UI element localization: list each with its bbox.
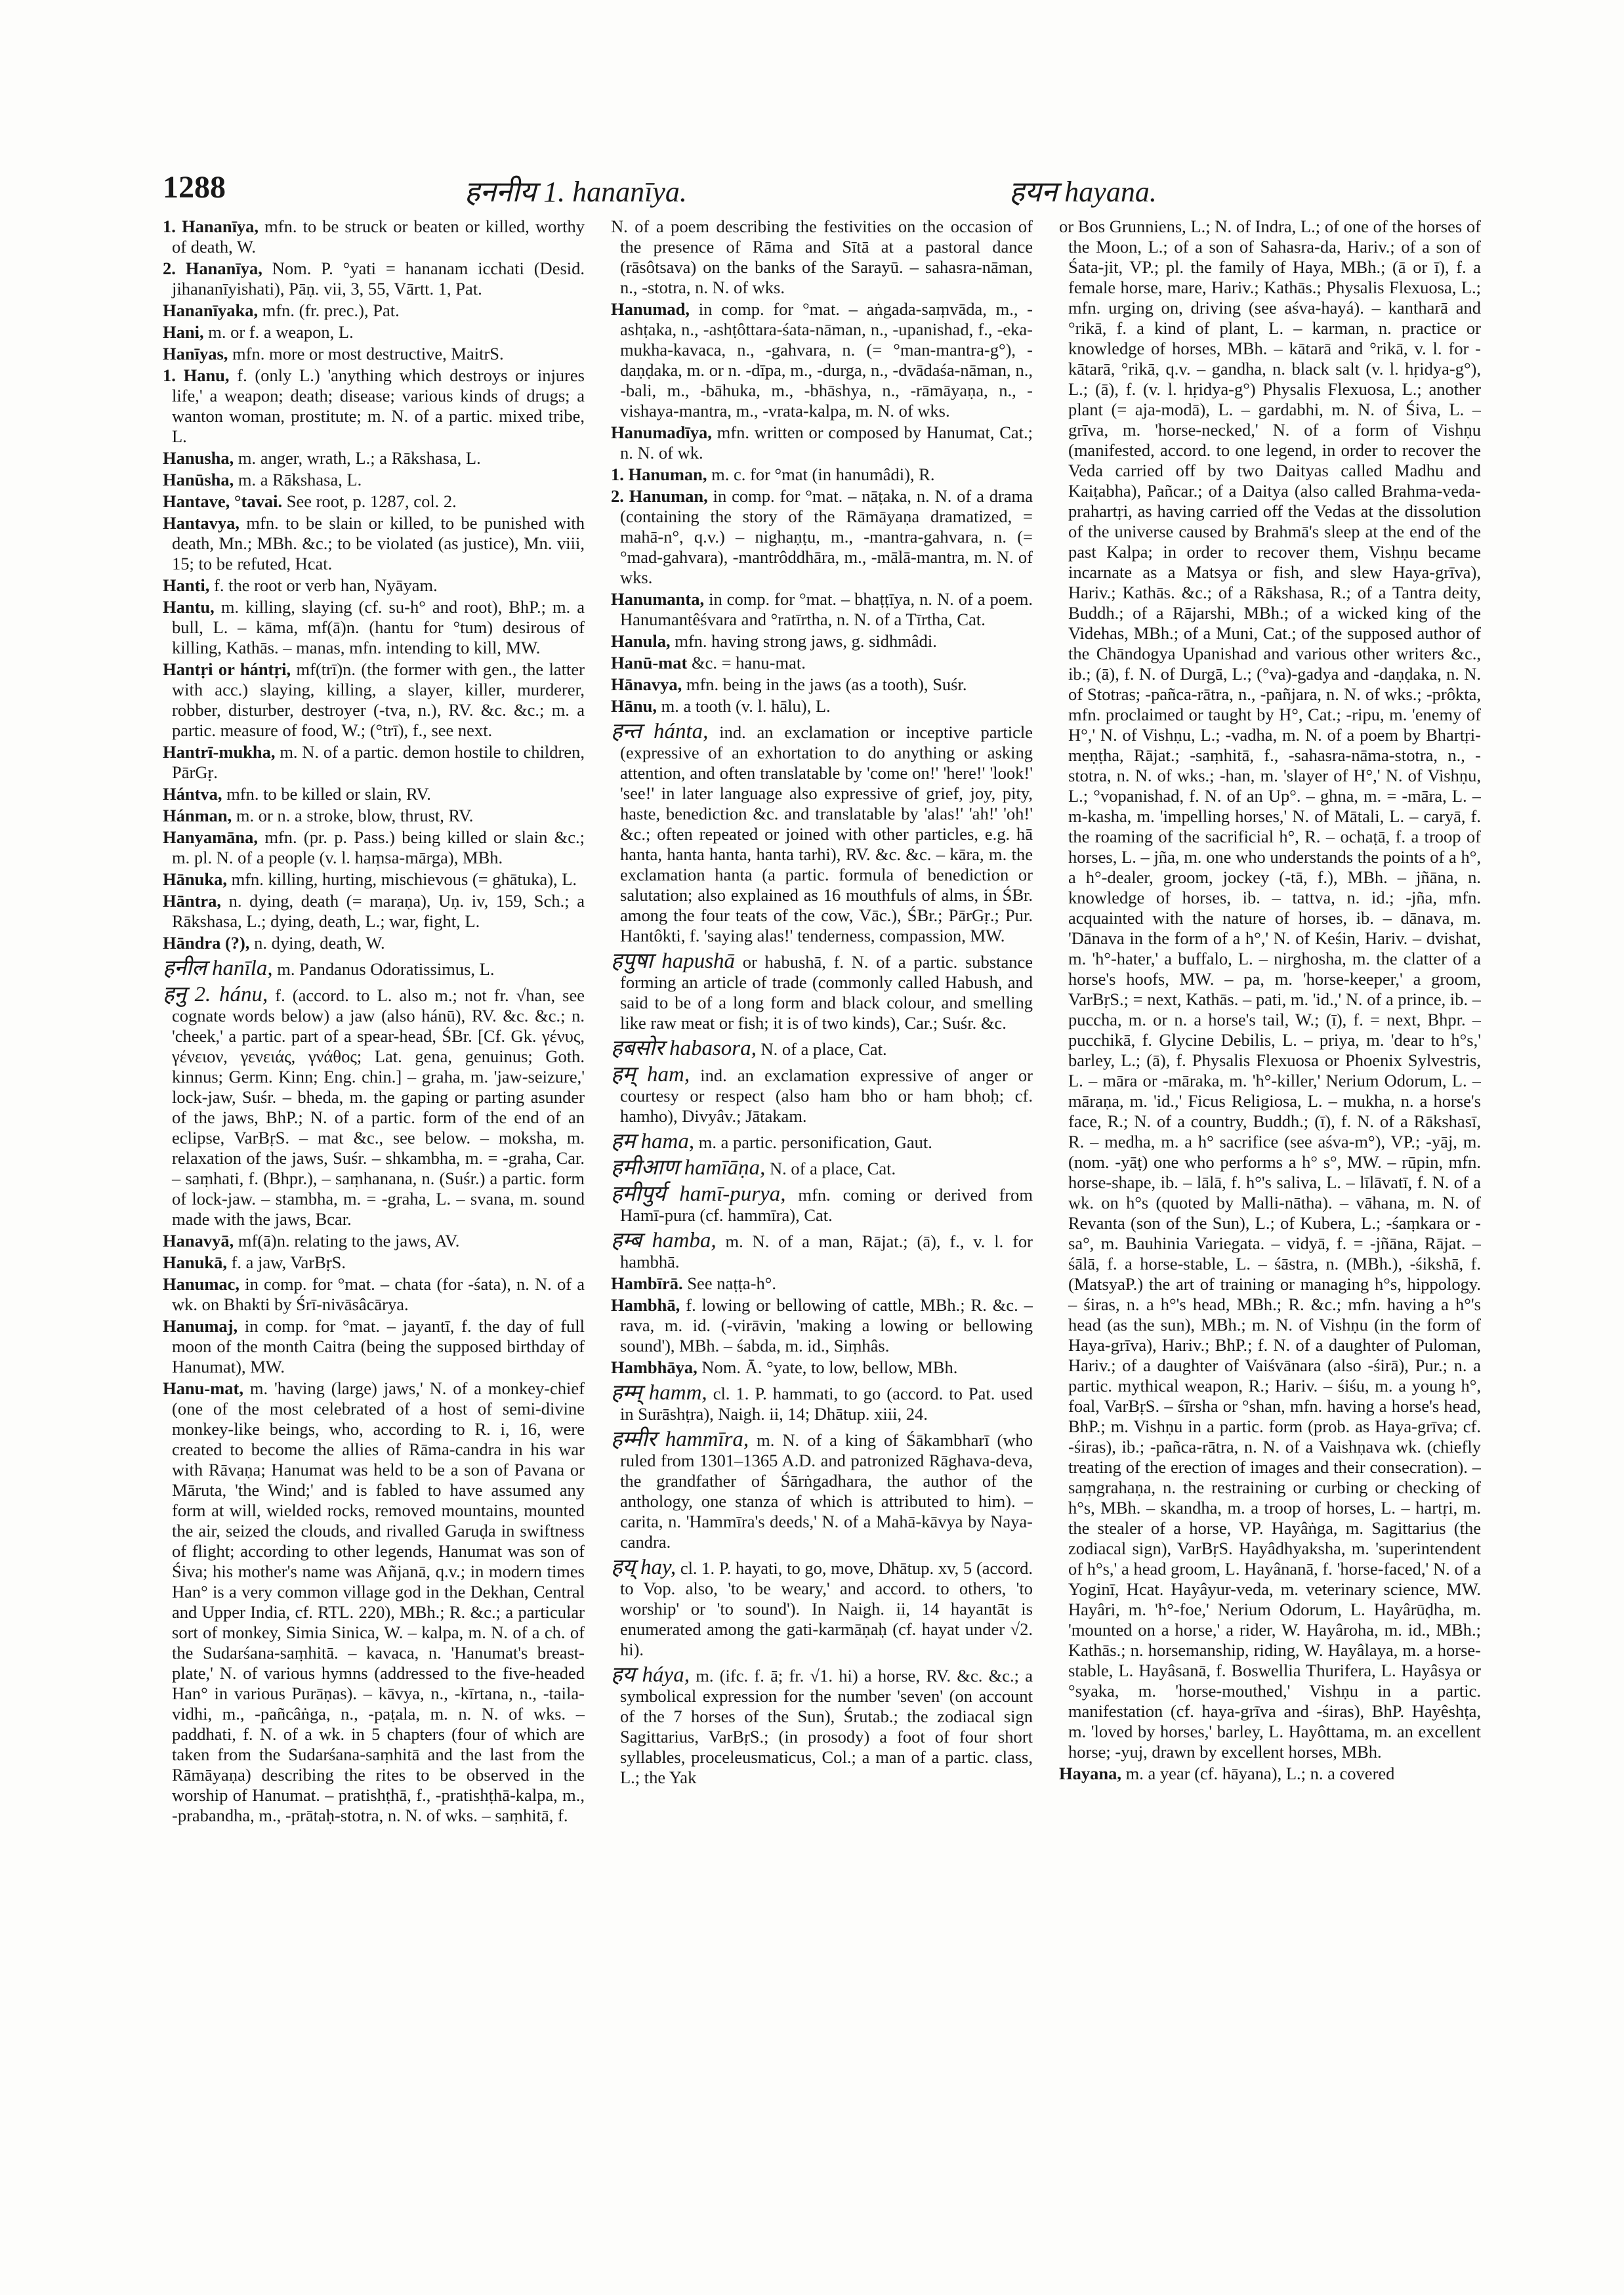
dictionary-entry: [611, 465, 1033, 485]
dictionary-entry: [163, 217, 585, 257]
entry-headword: Hanumac,: [163, 1274, 240, 1294]
entry-definition: mfn. written or composed by Hanumat, Cat.; n. N. of wk.: [620, 423, 1033, 463]
entry-headword: Hāntra,: [163, 891, 222, 911]
entry-definition: mfn. (pr. p. Pass.) being killed or slain &c.; m. pl. N. of a people (v. l. haṃsa-mārga), MBh.: [172, 827, 585, 867]
entry-definition: N. of a place, Cat.: [770, 1159, 896, 1178]
entry-headword: Hāndra (?),: [163, 933, 250, 953]
entry-definition: m. a year (cf. hāyana), L.; n. a covered: [1125, 1764, 1395, 1783]
entry-headword: Hantave, °tavai.: [163, 491, 283, 511]
entry-definition: Nom. P. °yati = hananam icchati (Desid. jihananīyishati), Pāṇ. vii, 3, 55, Vārtt. 1, Pat.: [172, 258, 585, 299]
dictionary-entry: [611, 696, 1033, 716]
entry-definition: or habushā, f. N. of a partic. substance forming an article of trade (commonly called Habush, and said to be of a long form and black colour, and smelling like raw meat or fish; it is of two kinds), Car.; Suśr. &c.: [620, 952, 1033, 1033]
entry-definition: f. a jaw, VarBṛS.: [231, 1252, 346, 1272]
entry-headword: Hanīyas,: [163, 344, 228, 363]
entry-definition: in comp. for °mat. – jayantī, f. the day of full moon of the month Caitra (being the supposed birthday of Hanumat), MW.: [172, 1316, 585, 1376]
dictionary-entry: [163, 933, 585, 953]
dictionary-entry: [1059, 217, 1481, 1762]
dictionary-entry: [611, 653, 1033, 673]
entry-headword: हमीआण hamīāṇa,: [611, 1156, 766, 1180]
dictionary-entry: [163, 1274, 585, 1315]
entry-definition: f. lowing or bellowing of cattle, MBh.; R. &c. – rava, m. id. (-virāvin, 'making a lowing or bellowing sound'), MBh. – śabda, m. id., Siṃhâs.: [620, 1295, 1033, 1355]
entry-definition: m. c. for °mat (in hanumâdi), R.: [711, 465, 935, 484]
dictionary-entry: [611, 1273, 1033, 1294]
entry-definition: cl. 1. P. hayati, to go, move, Dhātup. xv, 5 (accord. to Vop. also, 'to be weary,' and accord. to others, 'to worship' or 'to sound'). In Naigh. ii, 14 hayantāt is enumerated among the gati-karmāṇaḥ (cf. hayat under √2. hi).: [620, 1558, 1033, 1659]
entry-headword: हनील hanīla,: [163, 957, 273, 980]
entry-headword: Hani,: [163, 322, 204, 342]
dictionary-entry: [163, 806, 585, 826]
entry-headword: Hánman,: [163, 806, 232, 825]
dictionary-entry: [611, 1065, 1033, 1127]
dictionary-entry: [611, 1430, 1033, 1552]
entry-headword: हम hama,: [611, 1130, 695, 1153]
dictionary-entry: [163, 322, 585, 342]
entry-definition: m. a partic. personification, Gaut.: [698, 1132, 932, 1152]
entry-definition: mfn. more or most destructive, MaitrS.: [232, 344, 504, 363]
dictionary-entry: [611, 674, 1033, 695]
entry-headword: Hántva,: [163, 784, 222, 804]
dictionary-entry: [611, 631, 1033, 651]
entry-definition: n. dying, death, W.: [254, 933, 385, 953]
dictionary-entry: [611, 299, 1033, 421]
entry-headword: Hanu-mat,: [163, 1378, 243, 1398]
entry-headword: Hambhāya,: [611, 1357, 697, 1377]
entry-headword: Hantrī-mukha,: [163, 742, 276, 762]
dictionary-entry: [163, 258, 585, 299]
entry-headword: 2. Hanuman,: [611, 486, 708, 506]
dictionary-entry: [163, 742, 585, 783]
entry-headword: Hanumadīya,: [611, 423, 712, 442]
entry-definition: f. (only L.) 'anything which destroys or injures life,' a weapon; death; disease; various kinds of drugs; a wanton woman, prostitute; m. N. of a partic. mixed tribe, L.: [172, 365, 585, 446]
entry-headword: हन्त hánta,: [611, 720, 709, 743]
dictionary-entry: [163, 891, 585, 932]
running-headword-right: हयन hayana.: [1009, 176, 1157, 208]
entry-headword: Hanavyā,: [163, 1231, 234, 1251]
entry-definition: m. Pandanus Odoratissimus, L.: [277, 959, 495, 979]
dictionary-entry: [611, 1158, 1033, 1179]
dictionary-entry: [163, 827, 585, 868]
dictionary-entry: [163, 513, 585, 574]
entry-definition: in comp. for °mat. – bhaṭṭīya, n. N. of a poem. Hanumantêśvara and °ratīrtha, n. N. of a Tīrtha, Cat.: [620, 589, 1033, 629]
entry-definition: m. a Rākshasa, L.: [238, 470, 362, 489]
dictionary-entry: [611, 951, 1033, 1033]
entry-headword: हबसोर habasora,: [611, 1037, 757, 1060]
entry-definition: mfn. to be killed or slain, RV.: [226, 784, 431, 804]
dictionary-entry: [1059, 1764, 1481, 1784]
entry-headword: Hanumad,: [611, 299, 690, 319]
text-columns: [163, 217, 1482, 2231]
entry-definition: m. killing, slaying (cf. su-h° and root), BhP.; m. a bull, L. – kāma, mf(ā)n. (hantu for °tum) desirous of killing, Kathās. – manas, mfn. intending to kill, MW.: [172, 597, 585, 657]
dictionary-entry: [611, 722, 1033, 946]
entry-headword: Hanukā,: [163, 1252, 227, 1272]
dictionary-entry: [611, 1184, 1033, 1226]
column-2: [611, 217, 1033, 2231]
entry-headword: 1. Hanuman,: [611, 465, 707, 484]
entry-headword: हम्म् hamm,: [611, 1381, 707, 1405]
entry-definition: n. dying, death (= maraṇa), Uṇ. iv, 159, Sch.; a Rākshasa, L.; dying, death, L.; war, fight, L.: [172, 891, 585, 931]
dictionary-entry: [163, 869, 585, 890]
entry-definition: m. (ifc. f. ā; fr. √1. hi) a horse, RV. &c. &c.; a symbolical expression for the number 'seven' (on account of the 7 horses of the Sun), Śrutab.; the zodiacal sign Sagittarius, VarBṛS.; (in prosody) a foot of four short syllables, proceleusmaticus, Col.; a man of a partic. class, L.; the Yak: [620, 1666, 1033, 1787]
dictionary-entry: [163, 1252, 585, 1273]
entry-headword: 1. Hananīya,: [163, 217, 259, 236]
entry-definition: mf(trī)n. (the former with gen., the latter with acc.) slaying, killing, a slayer, killer, murderer, robber, disturber, destroyer (-tva, n.), RV. &c. &c.; m. a partic. measure of food, W.; (°trī), f., see next.: [172, 659, 585, 740]
running-headword-left: हननीय 1. hananīya.: [465, 176, 687, 208]
page-number: 1288: [163, 170, 226, 205]
dictionary-entry: [163, 300, 585, 321]
entry-headword: हय háya,: [611, 1663, 690, 1687]
dictionary-entry: [611, 1665, 1033, 1788]
dictionary-entry: [163, 784, 585, 804]
dictionary-entry: [611, 1039, 1033, 1060]
entry-headword: 2. Hananīya,: [163, 258, 262, 278]
dictionary-entry: [163, 959, 585, 980]
dictionary-entry: [163, 1316, 585, 1377]
column-1: [163, 217, 585, 2231]
entry-definition: ind. an exclamation expressive of anger or courtesy or respect (also ham bho or ham bhoḥ; cf. hamho), Divyâv.; Jātakam.: [620, 1065, 1033, 1126]
entry-definition: mfn. to be struck or beaten or killed, worthy of death, W.: [172, 217, 585, 257]
entry-headword: Hanula,: [611, 631, 671, 651]
entry-definition: See naṭṭa-h°.: [687, 1273, 776, 1293]
entry-definition: in comp. for °mat. – aṅgada-saṃvāda, m., -ashṭaka, n., -ashṭôttara-śata-nāman, n., -upanishad, f., -eka-mukha-kavaca, n., -gahvara, n. (= °man-mantra-g°), -daṇḍaka, m. or n. -dīpa, m., -durga, n., -dvādaśa-nāman, n., -bali, m., -bāhuka, m., -bhāshya, n., -rāmāyaṇa, n., -vishaya-mantra, m., -vrata-kalpa, m. N. of wks.: [620, 299, 1033, 421]
entry-definition: N. of a place, Cat.: [760, 1039, 887, 1059]
entry-headword: हय् hay,: [611, 1556, 677, 1579]
entry-headword: Hānuka,: [163, 869, 227, 889]
entry-headword: Hanyamāna,: [163, 827, 259, 847]
entry-headword: 1. Hanu,: [163, 365, 230, 385]
entry-definition: mfn. killing, hurting, mischievous (= ghātuka), L.: [231, 869, 577, 889]
dictionary-entry: [611, 1231, 1033, 1272]
dictionary-entry: [611, 589, 1033, 630]
entry-headword: Hanusha,: [163, 448, 234, 468]
dictionary-entry: [163, 597, 585, 658]
entry-definition: ind. an exclamation or inceptive particle (expressive of an exhortation to do anything or asking attention, and often translatable by 'come on!' 'here!' 'look!' 'see!' in later language also expressive of grief, joy, pity, haste, benediction &c. and translatable by 'alas!' 'ah!' 'oh!' &c.; often repeated or joined with other particles, e.g. hā hanta, hanta hanta, hanta tarhi), RV. &c. &c. – kāra, m. the exclamation hanta (a partic. formula of benediction or salutation; also explained as 16 mouthfuls of alms, in ŚBr. among the four teats of the cow, Vāc.), ŚBr.; PārGṛ.; Pur. Hantôkti, f. 'saying alas!' tenderness, compassion, MW.: [620, 722, 1033, 945]
entry-headword: Hantu,: [163, 597, 215, 617]
dictionary-entry: [163, 1378, 585, 1826]
entry-definition: mfn. having strong jaws, g. sidhmâdi.: [675, 631, 937, 651]
entry-headword: हम्मीर hammīra,: [611, 1428, 749, 1451]
dictionary-entry: [163, 575, 585, 596]
entry-definition: mfn. being in the jaws (as a tooth), Suśr.: [686, 674, 967, 694]
entry-headword: हपुषा hapushā: [611, 949, 736, 973]
entry-definition: mfn. coming or derived from Hamī-pura (cf. hammīra), Cat.: [620, 1185, 1033, 1225]
entry-headword: Hananīyaka,: [163, 300, 259, 320]
dictionary-entry: [163, 1231, 585, 1251]
entry-definition: Nom. Ā. °yate, to low, bellow, MBh.: [701, 1357, 958, 1377]
entry-definition: See root, p. 1287, col. 2.: [286, 491, 457, 511]
entry-definition: m. 'having (large) jaws,' N. of a monkey-chief (one of the most celebrated of a host of semi-divine monkey-like beings, who, according to R. i, 16, were created to become the allies of Rāma-candra in his war with Rāvaṇa; Hanumat was held to be a son of Pavana or Māruta, 'the Wind;' and is fabled to have assumed any form at will, wielded rocks, removed mountains, mounted the air, seized the clouds, and rivalled Garuḍa in swiftness of flight; according to other legends, Hanumat was son of Śiva; his mother's name was Añjanā, q.v.; in modern times Han° is a very common village god in the Dekhan, Central and Upper India, cf. RTL. 220), MBh.; R. &c.; a particular sort of monkey, Simia Sinica, W. – kalpa, m. N. of a ch. of the Sudarśana-saṃhitā. – kavaca, n. 'Hanumat's breast-plate,' N. of various hymns (addressed to the five-headed Han° in various Purāṇas). – kāvya, n., -kīrtana, n., -taila-vidhi, m., -pañcâṅga, n., -paṭala, m. n. N. of wks. – paddhati, f. N. of a wk. in 5 chapters (four of which are taken from the Sudarśana-saṃhitā and the last from the Rāmāyaṇa) describing the rites to be observed in the worship of Hanumat. – pratishṭhā, f., -pratishṭhā-kalpa, m., -prabandha, m., -prātaḥ-stotra, n. N. of wks. – saṃhitā, f.: [172, 1378, 585, 1825]
entry-definition: cl. 1. P. hammati, to go (accord. to Pat. used in Surāshṭra), Naigh. ii, 14; Dhātup. xiii, 24.: [620, 1384, 1033, 1424]
entry-definition: m. a tooth (v. l. hālu), L.: [661, 696, 831, 716]
entry-headword: Hantavya,: [163, 513, 240, 533]
dictionary-entry: [611, 1357, 1033, 1378]
entry-headword: Hayana,: [1059, 1764, 1121, 1783]
entry-headword: Hānavya,: [611, 674, 682, 694]
dictionary-entry: [611, 423, 1033, 463]
entry-definition: m. or f. a weapon, L.: [208, 322, 354, 342]
entry-definition: mfn. (fr. prec.), Pat.: [262, 300, 400, 320]
entry-definition: m. anger, wrath, L.; a Rākshasa, L.: [238, 448, 481, 468]
dictionary-entry: [163, 659, 585, 741]
entry-definition: or Bos Grunniens, L.; N. of Indra, L.; of one of the horses of the Moon, L.; of a son of Sahasra-da, Hariv.; of a son of Śata-jit, VP.; pl. the family of Haya, MBh.; (ā or ī), f. a female horse, mare, Hariv.; Kathās.; Physalis Flexuosa, L.; mfn. urging on, driving (see aśva-hayá). – kantharā and °rikā, f. a kind of plant, L. – karman, n. practice or knowledge of horses, MBh. – kātarā and °rikā, v. l. for -kātarā, °rikā, q.v. – gandha, n. black salt (v. l. hṛidya-g°), L.; (ā), f. (v. l. hṛidya-g°) Physalis Flexuosa, L.; another plant (= aja-modā), L. – gardabhi, m. N. of Śiva, L. – grīva, m. 'horse-necked,' N. of a form of Vishṇu (manifested, accord. to one legend, in order to recover the Veda carried off by two Daityas called Madhu and Kaiṭabha), Pañcar.; of a Daitya (also called Brahma-veda-prahartṛi, as having carried off the Vedas at the dissolution of the universe caused by Brahmā's sleep at the end of the past Kalpa; in order to recover them, Vishṇu became incarnate as a Matsya or fish, and slew Haya-grīva), Hariv.; Kathās. &c.; of a Rākshasa, R.; of a Tantra deity, Buddh.; of a Rājarshi, MBh.; of a wicked king of the Videhas, MBh.; of a Muni, Cat.; of the supposed author of the Chāndogya Upanishad and various other writers &c., ib.; (ā), f. N. of Durgā, L.; (°va)-gadya and -daṇḍaka, n. N. of Stotras; -pañca-rātra, n., -pañjara, n. N. of wks.; -prôkta, mfn. proclaimed or taught by H°, Cat.; -ripu, m. 'enemy of H°,' N. of Vishṇu, L.; -vadha, m. N. of a poem by Bhartṛi-meṇṭha, Rājat.; -saṃhitā, f., -sahasra-nāma-stotra, n., -stotra, n. N. of wks.; -han, m. 'slayer of H°,' N. of Vishṇu, L.; °vopanishad, f. N. of an Up°. – ghna, m. = -māra, L. – m-kasha, m. 'impelling horses,' N. of Mātali, L. – caryā, f. the roaming of the sacrificial h°, R. – ochaṭā, f. a troop of horses, L. – jña, m. one who understands the points of a h°, a h°-dealer, groom, jockey (-tā, f.), MBh. – jñāna, n. knowledge of horses, ib. – tattva, n. id.; -jña, mfn. acquainted with the nature of horses, ib. – dānava, m. 'Dānava in the form of a h°,' N. of Keśin, Hariv. – dvishat, m. 'h°-hater,' a buffalo, L. – nirghosha, m. the clatter of a horse's hoofs, MW. – pa, m. 'horse-keeper,' a groom, VarBṛS.; = next, Kathās. – pati, m. 'id.,' N. of a prince, ib. – puccha, m. or n. a horse's tail, W.; (ī), f. = next, Bhpr. – pucchikā, f. Glycine Debilis, L. – priya, m. 'dear to h°s,' barley, L.; (ā), f. Physalis Flexuosa or Phoenix Sylvestris, L. – māra or -māraka, m. 'h°-killer,' Nerium Odorum, L. – māraṇa, m. 'id.,' Ficus Religiosa, L. – mukha, n. a horse's face, R.; N. of a country, Buddh.; (ī), f. N. of a Rākshasī, R. – medha, m. a h° sacrifice (see aśva-m°), VP.; -yāj, m. (nom. -yāṭ) one who performs a h° s°, MW. – rūpin, mfn. horse-shape, ib. – lālā, f. h°'s saliva, L. – līlāvatī, f. N. of a wk. on h°s (quoted by Malli-nātha). – vāhana, m. N. of Revanta (son of the Sun), L.; of Kubera, L.; -śaṃkara or -sa°, m. Bauhinia Variegata. – vidyā, f. = -jñāna, Rājat. – śālā, f. a horse-stable, L. – śāstra, n. (MBh.), -śikshā, f. (MatsyaP.) the art of training or managing h°s, hippology. – śiras, n. a h°'s head, MBh.; R. &c.; mfn. having a h°'s head (as the sun), MBh.; m. N. of Vishṇu (in the form of Haya-grīva), Hariv.; BhP.; f. N. of a daughter of Puloman, Hariv.; of a daughter of Vaiśvānara (also -śirā), Pur.; n. a partic. mythical weapon, R.; Hariv. – śiśu, m. a young h°, foal, VarBṛS. – śīrsha or °shan, mfn. having a horse's head, BhP.; m. Vishṇu in a partic. form (prob. as Haya-grīva; cf. -śiras), ib.; -pañca-rātra, n. N. of a Vaishṇava wk. (chiefly treating of the erection of images and their consecration). – saṃgrahaṇa, n. the restraining or curbing or checking of h°s, MBh. – skandha, m. a troop of horses, L. – hartṛi, m. the stealer of a horse, VP. Hayâṅga, m. Sagittarius (the zodiacal sign), VarBṛS. Hayâdhyaksha, m. 'superintendent of h°s,' a head groom, L. Hayânanā, f. 'horse-faced,' N. of a Yoginī, Hcat. Hayâyur-veda, m. veterinary science, MW. Hayâri, m. 'h°-foe,' Nerium Odorum, L. Hayârūḍha, m. 'mounted on a horse,' a rider, W. Hayâroha, m. id., MBh.; Kathās.; n. horsemanship, riding, W. Hayâlaya, m. a horse-stable, L. Hayâsanā, f. Boswellia Thurifera, L. Hayâsya or °syaka, m. 'horse-mouthed,' Vishṇu in a partic. manifestation (cf. haya-grīva and -śiras), BhP. Hayêshṭa, m. 'loved by horses,' barley, L. Hayôttama, m. an excellent horse; -yuj, drawn by excellent horses, MBh.: [1059, 217, 1481, 1762]
dictionary-entry: [611, 217, 1033, 298]
entry-headword: Hanti,: [163, 575, 210, 595]
entry-headword: हनु 2. hánu,: [163, 983, 268, 1006]
dictionary-entry: [163, 470, 585, 490]
dictionary-entry: [163, 365, 585, 447]
dictionary-entry: [611, 1558, 1033, 1660]
entry-definition: mfn. to be slain or killed, to be punished with death, Mn.; MBh. &c.; to be violated (as justice), Mn. viii, 15; to be refuted, Hcat.: [172, 513, 585, 573]
page-header: [163, 157, 1482, 210]
entry-definition: N. of a poem describing the festivities on the occasion of the presence of Rāma and Sītā at a pastoral dance (rāsôtsava) on the banks of the Sarayū. – sahasra-nāman, n., -stotra, n. N. of wks.: [611, 217, 1033, 297]
entry-definition: mf(ā)n. relating to the jaws, AV.: [238, 1231, 460, 1251]
entry-definition: f. the root or verb han, Nyāyam.: [214, 575, 438, 595]
dictionary-entry: [611, 1295, 1033, 1356]
dictionary-entry: [163, 985, 585, 1230]
entry-definition: m. N. of a man, Rājat.; (ā), f., v. l. for hambhā.: [620, 1231, 1033, 1272]
entry-headword: हम् ham,: [611, 1063, 690, 1086]
dictionary-entry: [611, 486, 1033, 588]
entry-headword: Hambhā,: [611, 1295, 680, 1315]
entry-headword: हमीपुर्य hamī-purya,: [611, 1182, 786, 1206]
entry-definition: in comp. for °mat. – nāṭaka, n. N. of a drama (containing the story of the Rāmāyaṇa dramatized, = mahā-n°, q.v.) – nighaṇṭu, m., -mantra-gahvara, n. (= °mad-gahvara), -mantrôddhāra, m., -mālā-mantra, m. N. of wks.: [620, 486, 1033, 587]
entry-headword: हम्ब hamba,: [611, 1229, 717, 1252]
entry-headword: Hambīrā.: [611, 1273, 683, 1293]
entry-headword: Hanumanta,: [611, 589, 705, 609]
column-3: [1059, 217, 1481, 2231]
dictionary-entry: [611, 1132, 1033, 1153]
entry-headword: Hānu,: [611, 696, 657, 716]
entry-definition: f. (accord. to L. also m.; not fr. √han, see cognate words below) a jaw (also hánū), RV. &c. &c.; n. 'cheek,' a partic. part of a spear-head, ŚBr. [Cf. Gk. γένυς, γένειον, γενειάς, γνάθος; Lat. gena, genuinus; Goth. kinnus; Germ. Kinn; Eng. chin.] – graha, m. 'jaw-seizure,' lock-jaw, Suśr. – bheda, m. the gaping or parting asunder of the jaws, BhP.; N. of a partic. form of the end of an eclipse, VarBṛS. – mat &c., see below. – moksha, m. relaxation of the jaws, Suśr. – shkambha, m. = -graha, Car. – saṃhati, f. (Bhpr.), – saṃhanana, n. (Suśr.) a partic. form of lock-jaw. – stambha, m. = -graha, L. – svana, m. sound made with the jaws, Bcar.: [172, 985, 585, 1229]
dictionary-entry: [163, 491, 585, 512]
entry-definition: m. N. of a king of Śākambharī (who ruled from 1301–1365 A.D. and patronized Rāghava-deva, the grandfather of Śārṅgadhara, the author of the anthology, one stanza of which is attributed to him). – carita, n. 'Hammīra's deeds,' N. of a Mahā-kāvya by Naya-candra.: [620, 1430, 1033, 1552]
entry-headword: Hanū-mat: [611, 653, 688, 672]
entry-definition: in comp. for °mat. – chata (for -śata), n. N. of a wk. on Bhakti by Śrī-nivāsâcārya.: [172, 1274, 585, 1314]
entry-definition: &c. = hanu-mat.: [691, 653, 806, 672]
entry-headword: Hanūsha,: [163, 470, 234, 489]
dictionary-entry: [163, 448, 585, 468]
dictionary-entry: [611, 1383, 1033, 1424]
entry-headword: Hanumaj,: [163, 1316, 238, 1336]
entry-headword: Hantṛi or hántṛi,: [163, 659, 291, 679]
entry-definition: m. or n. a stroke, blow, thrust, RV.: [236, 806, 474, 825]
dictionary-entry: [163, 344, 585, 364]
entry-definition: m. N. of a partic. demon hostile to children, PārGṛ.: [172, 742, 585, 782]
